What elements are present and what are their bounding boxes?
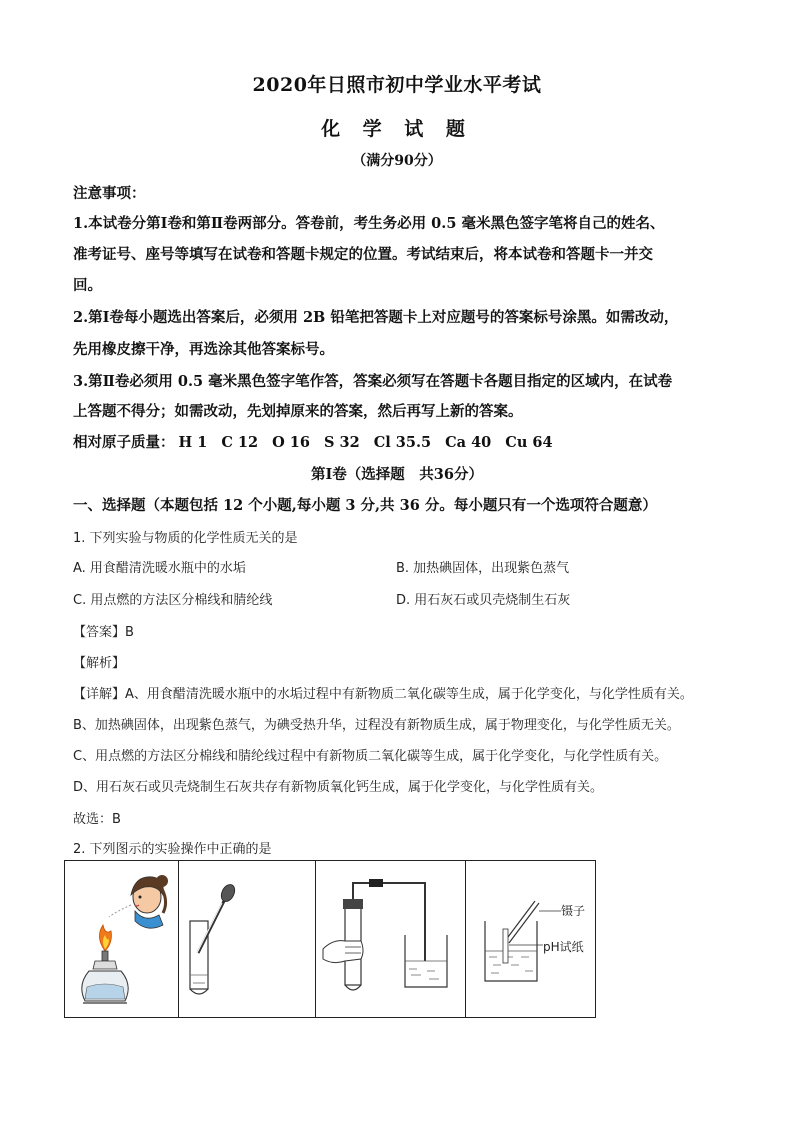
atomic-mass-line — [73, 431, 733, 452]
q1-detail-a: 【详解】A、用食醋清洗暖水瓶中的水垢过程中有新物质二氧化碳等生成，属于化学变化，与化学性质有关。 — [73, 687, 693, 702]
alcohol-lamp-illustration — [65, 861, 178, 1017]
full-score: （满分90分） — [352, 153, 442, 169]
note-1-line-3: 回。 — [73, 277, 102, 294]
q1-option-d: D. 用石灰石或贝壳烧制生石灰 — [396, 593, 571, 608]
dropper-illustration — [178, 861, 315, 1017]
note-3-line-2: 上答题不得分；如需改动，先划掉原来的答案，然后再写上新的答案。 — [73, 403, 523, 420]
q1-analysis-heading: 【解析】 — [73, 656, 126, 671]
part-1-heading: 第Ⅰ卷（选择题 共36分） — [311, 466, 483, 483]
q1-option-a: A. 用食醋清洗暖水瓶中的水垢 — [73, 561, 246, 576]
q1-detail-b: B、加热碘固体，出现紫色蒸气，为碘受热升华，过程没有新物质生成，属于物理变化，与化学性质无关。 — [73, 718, 680, 733]
airtightness-illustration — [315, 861, 465, 1017]
figure-alcohol-lamp — [65, 861, 179, 1017]
figure-ph-test — [465, 861, 595, 1017]
q1-detail-d: D、用石灰石或贝壳烧制生石灰共存有新物质氧化钙生成，属于化学变化，与化学性质有关。 — [73, 780, 604, 795]
subject-title: 化 学 试 题 — [321, 118, 473, 140]
atomic-mass-ca: Ca 40 — [445, 434, 492, 451]
q1-conclusion: 故选：B — [73, 812, 121, 827]
atomic-mass-h: H 1 — [178, 434, 208, 451]
q1-option-b: B. 加热碘固体，出现紫色蒸气 — [396, 561, 570, 576]
q2-figure-table — [64, 860, 596, 1018]
label-tweezers: 镊子 — [561, 904, 586, 918]
atomic-mass-cl: Cl 35.5 — [373, 434, 432, 451]
label-ph-paper: pH试纸 — [543, 940, 584, 954]
section-1-heading: 一、选择题（本题包括 12 个小题,每小题 3 分,共 36 分。每小题只有一个选项符合题意） — [73, 497, 657, 514]
atomic-mass-cu: Cu 64 — [505, 434, 553, 451]
ph-test-illustration — [465, 861, 595, 1017]
note-1-line-2: 准考证号、座号等填写在试卷和答题卡规定的位置。考试结束后，将本试卷和答题卡一并交 — [73, 246, 653, 263]
note-1-line-1: 1.本试卷分第Ⅰ卷和第Ⅱ卷两部分。答卷前，考生务必用 0.5 毫米黑色签字笔将自己的姓名、 — [73, 215, 665, 232]
note-3-line-1: 3.第Ⅱ卷必须用 0.5 毫米黑色签字笔作答，答案必须写在答题卡各题目指定的区域内，在试卷 — [73, 373, 673, 390]
atomic-mass-label: 相对原子质量： — [73, 434, 175, 451]
figure-airtightness-check — [315, 861, 466, 1017]
q1-detail-c: C、用点燃的方法区分棉线和腈纶线过程中有新物质二氧化碳等生成，属于化学变化，与化学性质有关。 — [73, 749, 668, 764]
note-2-line-2: 先用橡皮擦干净，再选涂其他答案标号。 — [73, 341, 334, 358]
atomic-mass-c: C 12 — [221, 434, 259, 451]
question-1-stem: 1. 下列实验与物质的化学性质无关的是 — [73, 531, 298, 546]
question-2-stem: 2. 下列图示的实验操作中正确的是 — [73, 842, 272, 857]
note-2-line-1: 2.第Ⅰ卷每小题选出答案后，必须用 2B 铅笔把答题卡上对应题号的答案标号涂黑。如需改动， — [73, 309, 679, 326]
figure-dropper-test-tube — [178, 861, 316, 1017]
notes-heading: 注意事项： — [73, 185, 146, 202]
q1-option-c: C. 用点燃的方法区分棉线和腈纶线 — [73, 593, 273, 608]
q1-answer: 【答案】B — [73, 625, 134, 640]
atomic-mass-o: O 16 — [272, 434, 310, 451]
atomic-mass-s: S 32 — [323, 434, 360, 451]
exam-title: 2020年日照市初中学业水平考试 — [252, 74, 542, 96]
